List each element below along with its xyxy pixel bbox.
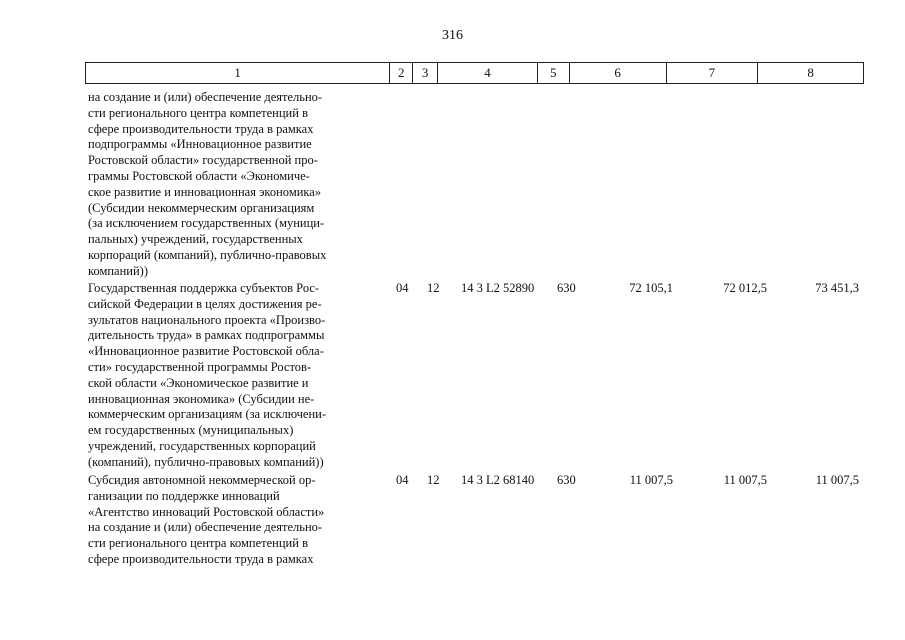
description-line: сти» государственной программы Ростов- [88, 359, 312, 374]
description-line: (компаний), публично-правовых компаний)) [88, 454, 324, 469]
description-line: ганизации по поддержке инноваций [88, 488, 280, 503]
description-line: инновационная экономика» (Субсидии не- [88, 391, 315, 406]
table-row-2-description [88, 473, 384, 568]
description-line: коммерческим организациям (за исключени- [88, 407, 327, 422]
description-line: сти регионального центра компетенций в [88, 536, 308, 551]
header-col-3: 3 [413, 63, 438, 83]
header-col-1: 1 [86, 63, 390, 83]
header-col-7: 7 [667, 63, 759, 83]
row-2-col-4: 14 3 L2 68140 [461, 473, 535, 487]
row-2-col-3: 12 [427, 473, 440, 487]
description-line: подпрограммы «Инновационное развитие [88, 137, 312, 152]
description-line: «Агентство инноваций Ростовской области» [88, 504, 325, 519]
description-line: граммы Ростовской области «Экономиче- [88, 168, 310, 183]
row-1-col-2: 04 [396, 281, 409, 295]
header-col-5: 5 [538, 63, 570, 83]
row-1-col-6: 72 105,1 [629, 281, 673, 295]
description-line: пальных) учреждений, государственных [88, 232, 303, 247]
header-col-8: 8 [807, 65, 814, 80]
row-1-col-8: 73 451,3 [815, 281, 859, 295]
description-line: Государственная поддержка субъектов Рос- [88, 281, 320, 295]
page-number: 316 [442, 28, 463, 43]
description-line: сти регионального центра компетенций в [88, 105, 308, 120]
description-line: (за исключением государственных (муници- [88, 216, 325, 231]
row-2-col-6: 11 007,5 [629, 473, 673, 487]
description-line: корпораций (компаний), публично-правовых [88, 247, 327, 262]
row-1-col-3: 12 [427, 281, 440, 295]
description-line: «Инновационное развитие Ростовской обла- [88, 344, 324, 359]
header-col-6: 6 [570, 63, 667, 83]
table-header [85, 62, 864, 84]
header-col-2: 2 [390, 63, 413, 83]
description-line: ское развитие и инновационная экономика» [88, 184, 322, 199]
description-line: на создание и (или) обеспечение деятельно- [88, 520, 323, 535]
row-2-col-7: 11 007,5 [723, 473, 767, 487]
description-line: (Субсидии некоммерческим организациям [88, 200, 315, 215]
table-row-1-description [88, 281, 384, 471]
description-line: сфере производительности труда в рамках [88, 551, 314, 566]
table-row-0-description [88, 90, 384, 280]
description-line: зультатов национального проекта «Произво- [88, 312, 326, 327]
description-line: сфере производительности труда в рамках [88, 121, 314, 136]
row-1-col-7: 72 012,5 [723, 281, 767, 295]
description-line: учреждений, государственных корпораций [88, 438, 316, 453]
description-line: ской области «Экономическое развитие и [88, 375, 309, 390]
row-1-col-5: 630 [557, 281, 576, 295]
row-1-col-4: 14 3 L2 52890 [461, 281, 535, 295]
description-line: на создание и (или) обеспечение деятельно- [88, 90, 323, 104]
description-line: Субсидия автономной некоммерческой ор- [88, 473, 316, 487]
description-line: сийской Федерации в целях достижения ре- [88, 296, 322, 311]
description-line: ем государственных (муниципальных) [88, 423, 294, 438]
header-col-4: 4 [438, 63, 538, 83]
description-line: Ростовской области» государственной про- [88, 153, 318, 168]
row-2-col-2: 04 [396, 473, 409, 487]
description-line: дительность труда» в рамках подпрограммы [88, 328, 325, 343]
row-2-col-8: 11 007,5 [815, 473, 859, 487]
description-line: компаний)) [88, 263, 148, 278]
row-2-col-5: 630 [557, 473, 576, 487]
